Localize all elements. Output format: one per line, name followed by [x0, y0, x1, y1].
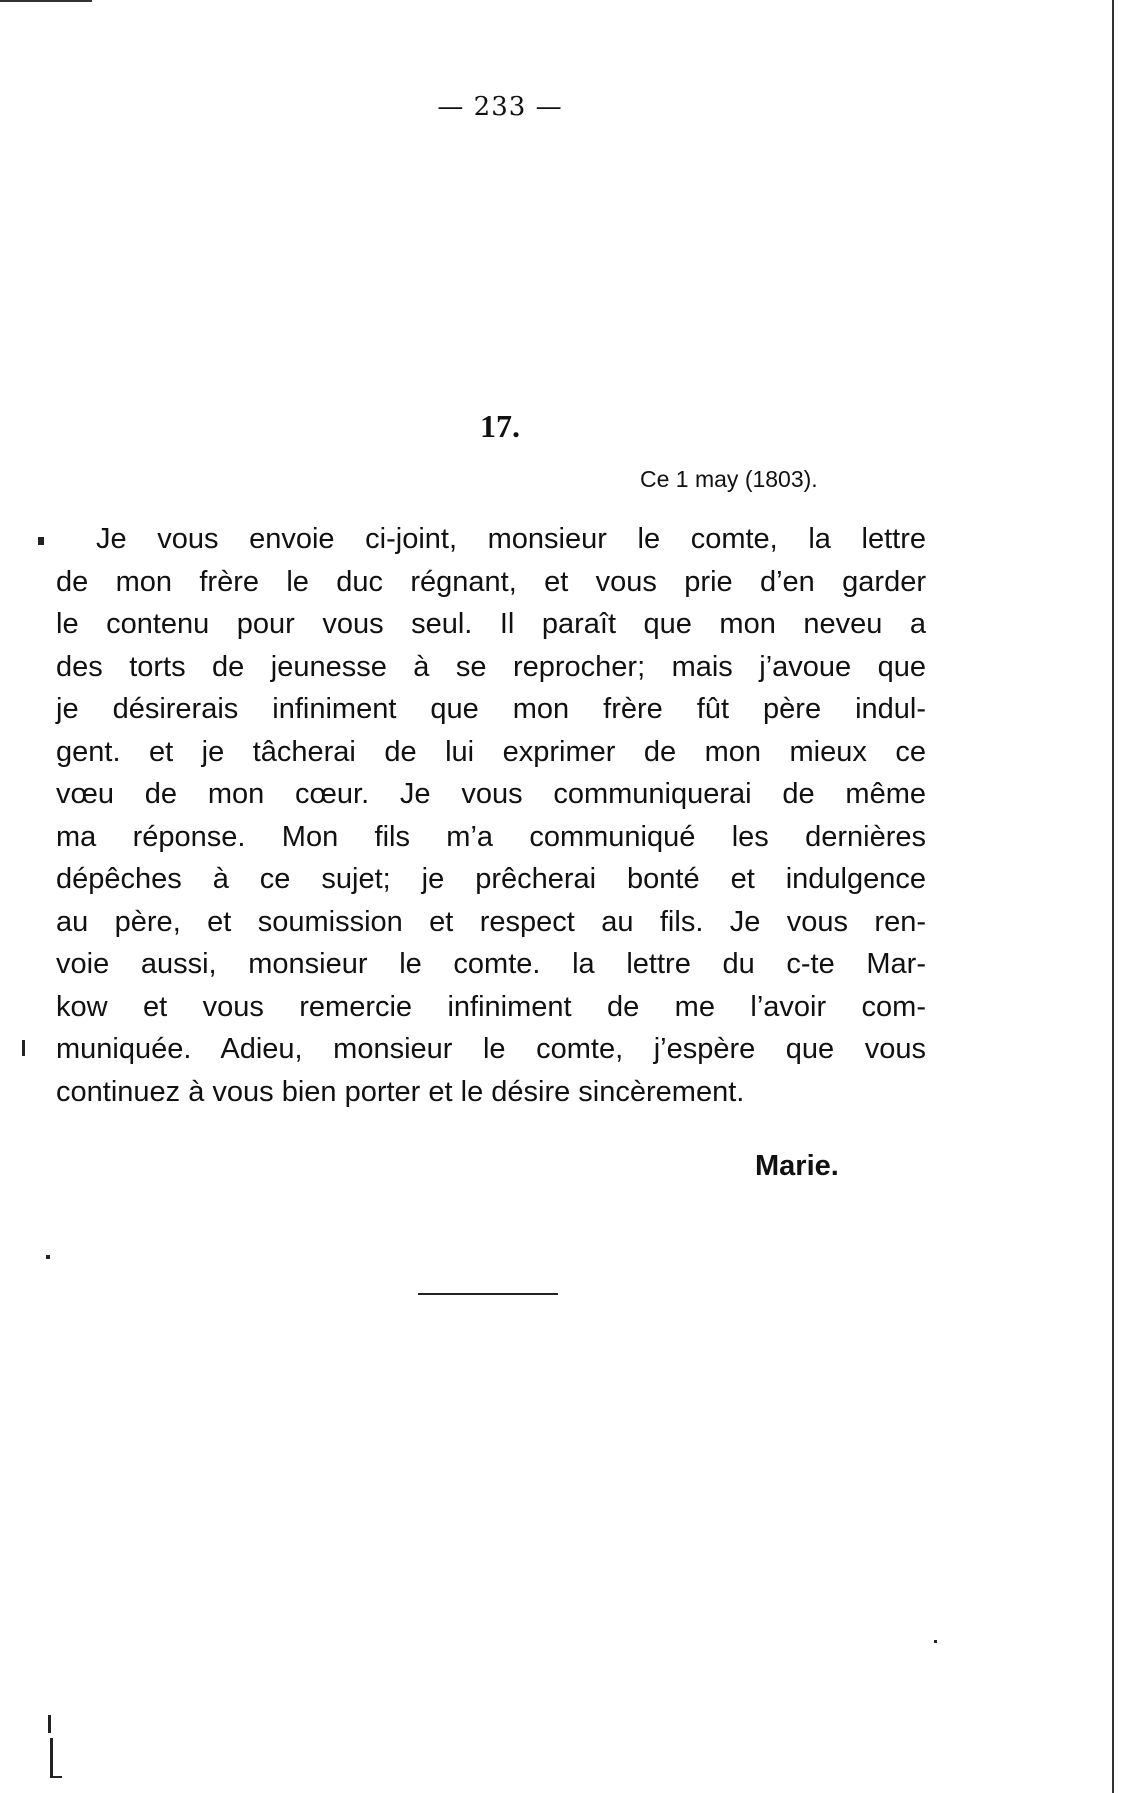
body-line: continuez à vous bien porter et le désire sincèrement.: [56, 1075, 745, 1108]
closing-rule: [418, 1293, 558, 1295]
letter-dateline: Ce 1 may (1803).: [640, 466, 818, 492]
letter-body: [56, 518, 926, 1113]
scan-speck: [934, 1640, 937, 1643]
scan-speck: [38, 537, 44, 545]
signature: Marie.: [755, 1150, 839, 1182]
body-line: le contenu pour vous seul. Il paraît que mon neveu a: [56, 608, 926, 640]
body-line: je désirerais infiniment que mon frère fût père indul-: [56, 693, 926, 725]
body-line: gent. et je tâcherai de lui exprimer de mon mieux ce: [56, 735, 926, 768]
page-number: — 233 —: [437, 92, 563, 122]
body-line: voie aussi, monsieur le comte. la lettre du c-te Mar-: [56, 948, 926, 980]
body-line: ma réponse. Mon fils m’a communiqué les dernières: [56, 820, 926, 853]
letter-number: 17.: [480, 408, 520, 444]
scan-speck: [46, 1255, 50, 1259]
scan-speck: [50, 1738, 53, 1778]
scan-right-edge: [1112, 0, 1114, 1793]
body-line: dépêches à ce sujet; je prêcherai bonté et indulgence: [56, 863, 926, 895]
body-line: au père, et soumission et respect au fils. Je vous ren-: [56, 905, 926, 938]
scan-speck: [22, 1040, 25, 1056]
body-line: kow et vous remercie infiniment de me l’avoir com-: [56, 990, 926, 1023]
scan-top-edge: [0, 0, 92, 2]
body-line: des torts de jeunesse à se reprocher; mais j’avoue que: [56, 650, 926, 683]
body-line: Je vous envoie ci-joint, monsieur le comte, la lettre: [96, 523, 926, 555]
body-line: vœu de mon cœur. Je vous communiquerai de même: [56, 778, 926, 810]
body-line: muniquée. Adieu, monsieur le comte, j’espère que vous: [56, 1033, 926, 1065]
body-line: de mon frère le duc régnant, et vous prie d’en garder: [56, 565, 926, 598]
scan-speck: [48, 1715, 51, 1733]
scan-speck: [50, 1776, 62, 1778]
